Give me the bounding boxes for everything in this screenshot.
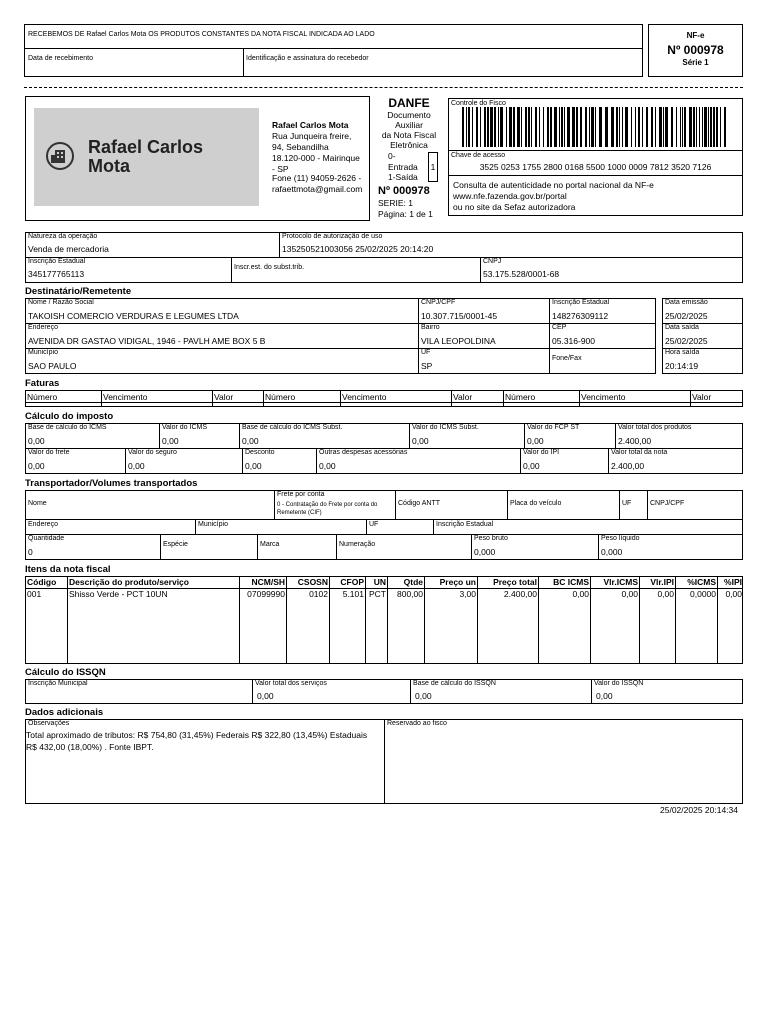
desconto-label: Desconto (245, 449, 275, 456)
canhoto-text: RECEBEMOS DE Rafael Carlos Mota OS PRODUTOS CONSTANTES DA NOTA FISCAL INDICADA AO LADO (28, 31, 375, 38)
item-ncm: 07099990 (247, 589, 285, 599)
quantidade-value: 0 (28, 547, 33, 557)
dest-nome: TAKOISH COMERCIO VERDURAS E LEGUMES LTDA (28, 311, 239, 321)
fatura-header-vencimento-1: Vencimento (103, 392, 148, 402)
transp-uf2-label: UF (369, 521, 379, 528)
dest-nome-label: Nome / Razão Social (28, 299, 94, 306)
building-icon (46, 142, 74, 170)
consulta-2: www.nfe.fazenda.gov.br/portal (453, 191, 567, 201)
saida-value: 25/02/2025 (665, 336, 708, 346)
col-bc-icms: BC ICMS (553, 577, 589, 587)
col-preco-un: Preço un (439, 577, 476, 587)
danfe-pagina: Página: 1 de 1 (378, 209, 433, 219)
peso-bruto-label: Peso bruto (474, 535, 508, 542)
danfe-saida: 1-Saída (388, 172, 418, 182)
destinatario-title: Destinatário/Remetente (25, 286, 132, 297)
bc-icms-st-label: Base de cálculo do ICMS Subst. (242, 424, 343, 431)
dest-bairro-label: Bairro (421, 324, 440, 331)
fcp-st-label: Valor do FCP ST (527, 424, 580, 431)
outras-value: 0,00 (319, 461, 336, 471)
hora-value: 20:14:19 (665, 361, 699, 371)
date-received-label: Data de recebimento (28, 55, 93, 62)
bc-icms-label: Base de cálculo do ICMS (28, 424, 107, 431)
issqn-valor-label: Valor do ISSQN (594, 680, 644, 687)
col-ncm: NCM/SH (251, 577, 285, 587)
servicos-value: 0,00 (257, 691, 274, 701)
fcp-st-value: 0,00 (527, 436, 544, 446)
chave-label: Chave de acesso (451, 152, 506, 159)
transp-endereco-label: Endereço (28, 521, 58, 528)
icms-value: 0,00 (162, 436, 179, 446)
dest-ie: 148276309112 (552, 311, 609, 321)
danfe-tipo: 1 (430, 162, 436, 172)
outras-label: Outras despesas acessórias (319, 449, 408, 456)
danfe-number: Nº 000978 (378, 185, 430, 197)
itens-title: Itens da nota fiscal (25, 564, 111, 575)
item-cfop: 5.101 (342, 589, 364, 599)
transp-nome-label: Nome (28, 500, 47, 507)
consulta-3: ou no site da Sefaz autorizadora (453, 202, 576, 212)
quantidade-label: Quantidade (28, 535, 65, 542)
fisco-label: Reservado ao fisco (387, 720, 447, 727)
frete-conta-value: 0 - Contratação do Frete por conta do (277, 502, 378, 508)
total-nota-label: Valor total da nota (611, 449, 668, 456)
seguro-label: Valor do seguro (128, 449, 177, 456)
frete-label: Valor do frete (28, 449, 70, 456)
emitter-address-2: 94, Sebandilha (272, 142, 329, 152)
frete-conta-value-2: Remetente (CIF) (277, 510, 322, 516)
total-produtos-value: 2.400,00 (618, 436, 652, 446)
antt-label: Código ANTT (398, 500, 441, 507)
item-vlr-icms: 0,00 (621, 589, 638, 599)
bc-issqn-value: 0,00 (415, 691, 432, 701)
total-produtos-label: Valor total dos produtos (618, 424, 692, 431)
col-preco-total: Preço total (493, 577, 537, 587)
dest-uf-label: UF (421, 349, 431, 356)
nfe-number: Nº 000978 (667, 43, 724, 57)
dest-endereco-label: Endereço (28, 324, 58, 331)
danfe-subtitle-2: Auxiliar (395, 120, 423, 130)
item-qtde: 800,00 (397, 589, 423, 599)
danfe-subtitle-1: Documento (387, 110, 431, 120)
bc-icms-st-value: 0,00 (242, 436, 259, 446)
fatura-header-numero-2: Número (265, 392, 296, 402)
desconto-value: 0,00 (245, 461, 262, 471)
item-un: PCT (369, 589, 386, 599)
dest-ie-label: Inscrição Estadual (552, 299, 610, 306)
nfe-label: NF-e (686, 31, 705, 40)
issqn-valor-value: 0,00 (596, 691, 613, 701)
item-pct-ipi: 0,00 (725, 589, 742, 599)
danfe-title: DANFE (388, 96, 430, 110)
bc-issqn-label: Base de cálculo do ISSQN (413, 680, 496, 687)
dest-municipio-label: Município (28, 349, 58, 356)
col-vlr-icms: Vlr.ICMS (603, 577, 638, 587)
item-codigo: 001 (27, 589, 42, 599)
ipi-value: 0,00 (523, 461, 540, 471)
controle-label: Controle do Fisco (451, 100, 506, 107)
imposto-title: Cálculo do imposto (25, 411, 114, 422)
item-preco-un: 3,00 (459, 589, 476, 599)
item-vlr-ipi: 0,00 (657, 589, 674, 599)
fatura-header-numero-1: Número (27, 392, 58, 402)
col-cfop: CFOP (340, 577, 364, 587)
emitter-address-3: 18.120-000 - Mairinque (272, 153, 360, 163)
emissao-label: Data emissão (665, 299, 708, 306)
dest-municipio: SAO PAULO (28, 361, 77, 371)
dest-cnpj-label: CNPJ/CPF (421, 299, 456, 306)
transp-uf-label: UF (622, 500, 632, 507)
dest-cep: 05.316-900 (552, 336, 596, 346)
company-logo (34, 108, 259, 206)
logo-text: Rafael Carlos Mota (88, 137, 204, 176)
faturas-title: Faturas (25, 378, 60, 389)
hora-label: Hora saída (665, 349, 700, 356)
item-pct-icms: 0,0000 (690, 589, 716, 599)
emitter-email: rafaettmota@gmail.com (272, 184, 363, 194)
transportador-title: Transportador/Volumes transportados (25, 478, 198, 489)
danfe-entrada: 0- (388, 151, 396, 161)
fatura-header-vencimento-3: Vencimento (581, 392, 626, 402)
peso-bruto-value: 0,000 (474, 547, 496, 557)
icms-label: Valor do ICMS (162, 424, 207, 431)
ie-value: 345177765113 (28, 269, 85, 279)
fatura-header-vencimento-2: Vencimento (342, 392, 387, 402)
dest-endereco: AVENIDA DR GASTAO VIDIGAL, 1946 - PAVLH AME BOX 5 B (28, 336, 266, 346)
protocolo-value: 135250521003056 25/02/2025 20:14:20 (282, 244, 434, 254)
dest-fone-label: Fone/Fax (552, 355, 582, 362)
transportador-box (25, 490, 743, 560)
marca-label: Marca (260, 541, 280, 548)
col-qtde: Qtde (403, 577, 423, 587)
transp-municipio-label: Município (198, 521, 228, 528)
obs-line-2: R$ 432,00 (18,00%) . Fonte IBPT. (26, 742, 154, 752)
cnpj-value: 53.175.528/0001-68 (483, 269, 560, 279)
saida-label: Data saída (665, 324, 699, 331)
danfe-subtitle-3: da Nota Fiscal (381, 130, 437, 140)
danfe-subtitle-4: Eletrônica (390, 140, 428, 150)
footer-timestamp: 25/02/2025 20:14:34 (660, 805, 738, 815)
col-vlr-ipi: Vlr.IPI (650, 577, 674, 587)
emitter-phone: Fone (11) 94059-2626 - (272, 173, 362, 183)
col-un: UN (373, 577, 386, 587)
icms-st-label: Valor do ICMS Subst. (412, 424, 479, 431)
seguro-value: 0,00 (128, 461, 145, 471)
icms-st-value: 0,00 (412, 436, 429, 446)
col-pct-ipi: %IPI (724, 577, 742, 587)
natureza-label: Natureza da operação (28, 233, 98, 240)
especie-label: Espécie (163, 541, 188, 548)
issqn-title: Cálculo do ISSQN (25, 667, 106, 678)
danfe-serie: SERIE: 1 (378, 198, 413, 208)
cut-line (24, 87, 743, 88)
receiver-sign-label: Identificação e assinatura do recebedor (246, 55, 369, 62)
chave-value: 3525 0253 1755 2800 0168 5500 1000 0009 7812 3520 7126 (479, 162, 712, 172)
fatura-header-numero-3: Número (505, 392, 536, 402)
dest-bairro: VILA LEOPOLDINA (421, 336, 496, 346)
bc-icms-value: 0,00 (28, 436, 45, 446)
placa-label: Placa do veículo (510, 500, 562, 507)
col-pct-icms: %ICMS (687, 577, 716, 587)
dest-cep-label: CEP (552, 324, 567, 331)
numeracao-label: Numeração (339, 541, 376, 548)
fatura-header-valor-1: Valor (214, 392, 234, 402)
transp-ie-label: Inscrição Estadual (436, 521, 494, 528)
item-bc-icms: 0,00 (572, 589, 589, 599)
cnpj-label: CNPJ (483, 258, 502, 265)
dest-cnpj: 10.307.715/0001-45 (421, 311, 498, 321)
protocolo-label: Protocolo de autorização de uso (282, 233, 383, 240)
emissao-value: 25/02/2025 (665, 311, 708, 321)
adicionais-title: Dados adicionais (25, 707, 104, 718)
total-nota-value: 2.400,00 (611, 461, 645, 471)
col-codigo: Código (27, 577, 57, 587)
natureza-value: Venda de mercadoria (28, 244, 109, 254)
ipi-label: Valor do IPI (523, 449, 560, 456)
dest-uf: SP (421, 361, 433, 371)
servicos-label: Valor total dos serviços (255, 680, 327, 687)
emitter-address-1: Rua Junqueira freire, (272, 131, 352, 141)
transp-cnpj-label: CNPJ/CPF (650, 500, 685, 507)
frete-conta-label: Frete por conta (277, 491, 325, 498)
danfe-entrada-label: Entrada (388, 162, 418, 172)
item-preco-total: 2.400,00 (503, 589, 537, 599)
fatura-header-valor-2: Valor (453, 392, 473, 402)
iest-label: Inscr.est. do subst.trib. (234, 264, 305, 271)
fatura-header-valor-3: Valor (692, 392, 712, 402)
nfe-serie: Série 1 (682, 58, 709, 67)
emitter-address-4: - SP (272, 164, 289, 174)
obs-label: Observações (28, 720, 70, 727)
obs-line-1: Total aproximado de tributos: R$ 754,80 (31,45%) Federais R$ 322,80 (13,45%) Estaduais (26, 730, 368, 740)
im-label: Inscrição Municipal (28, 680, 88, 687)
item-csosn: 0102 (309, 589, 328, 599)
frete-value: 0,00 (28, 461, 45, 471)
col-csosn: CSOSN (297, 577, 328, 587)
col-descricao: Descrição do produto/serviço (69, 577, 189, 587)
ie-label: Inscrição Estadual (28, 258, 86, 265)
consulta-1: Consulta de autenticidade no portal nacional da NF-e (453, 180, 654, 190)
emitter-name: Rafael Carlos Mota (272, 120, 349, 130)
barcode (462, 107, 727, 147)
peso-liquido-label: Peso líquido (601, 535, 640, 542)
peso-liquido-value: 0,000 (601, 547, 623, 557)
item-descricao: Shisso Verde - PCT 10UN (69, 589, 168, 599)
